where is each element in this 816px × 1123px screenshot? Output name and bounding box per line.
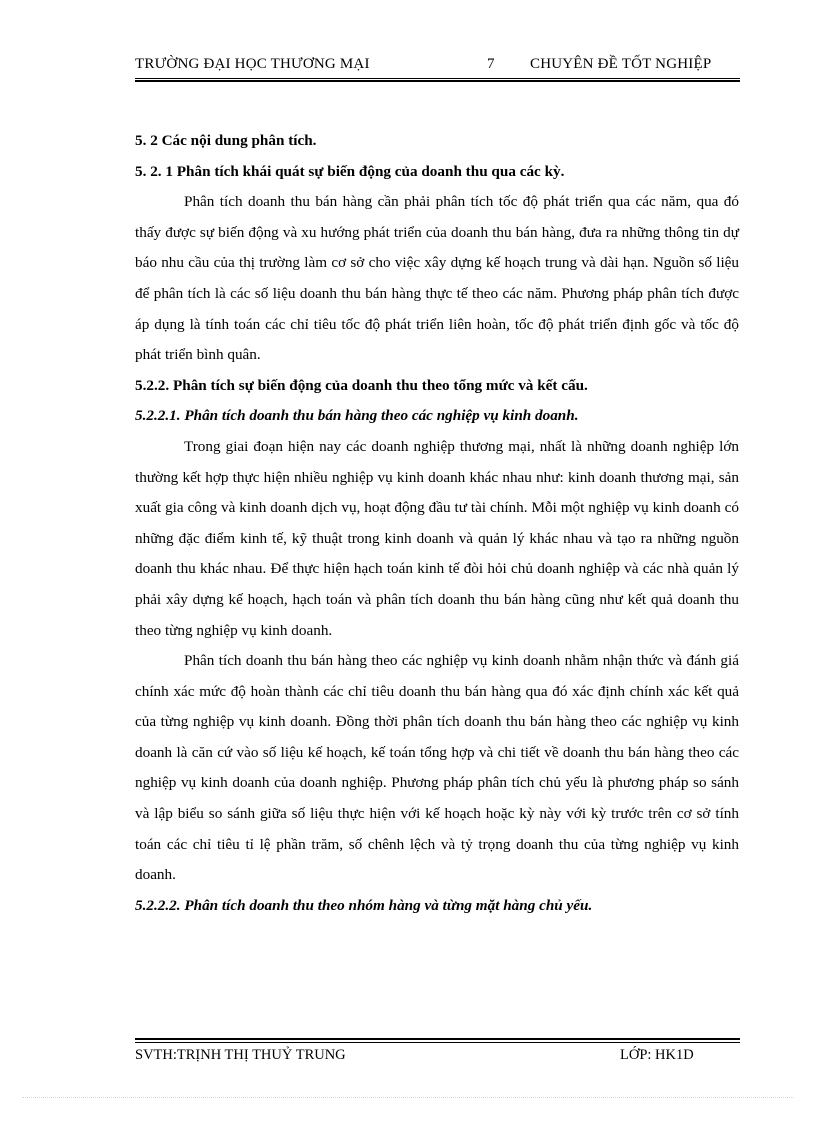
- paragraph-2: Trong giai đoạn hiện nay các doanh nghiệp thương mại, nhất là những doanh nghiệp lớn thường kết hợp thực hiện nhiều nghiệp vụ kinh doanh khác nhau như: kinh doanh thương mại, sản xuất gia công và kinh doanh dịch vụ, hoạt động đầu tư tài chính. Mỗi một nghiệp vụ kinh doanh có những đặc điểm kinh tế, kỹ thuật trong kinh doanh và quản lý khác nhau và tạo ra những nguồn doanh thu khác nhau. Để thực hiện hạch toán kinh tế đòi hỏi chủ doanh nghiệp và các nhà quản lý phải xây dựng kế hoạch, hạch toán và phân tích doanh thu bán hàng cũng như kết quả doanh thu theo từng nghiệp vụ kinh doanh.: [135, 437, 739, 639]
- header-rule-thick: [135, 80, 740, 82]
- paragraph-1: Phân tích doanh thu bán hàng cần phải phân tích tốc độ phát triển qua các năm, qua đó thấy được sự biến động và xu hướng phát triển của doanh thu bán hàng, đưa ra những thông tin dự báo nhu cầu của thị trường làm cơ sở cho việc xây dựng kế hoạch trung và dài hạn. Nguồn số liệu để phân tích là các số liệu doanh thu bán hàng thực tế theo các năm. Phương pháp phân tích được áp dụng là tính toán các chỉ tiêu tốc độ phát triển liên hoàn, tốc độ phát triển định gốc và tốc độ phát triển bình quân.: [135, 193, 739, 364]
- page-header: [135, 56, 740, 78]
- section-heading-5-2-2: 5.2.2. Phân tích sự biến động của doanh thu theo tổng mức và kết cấu.: [135, 376, 588, 394]
- page-bottom-divider: [22, 1097, 794, 1098]
- header-page-number: 7: [487, 56, 495, 72]
- header-school-name: TRƯỜNG ĐẠI HỌC THƯƠNG MẠI: [135, 56, 370, 72]
- header-rule-thin: [135, 78, 740, 79]
- document-body: [135, 126, 739, 921]
- paragraph-3: Phân tích doanh thu bán hàng theo các nghiệp vụ kinh doanh nhằm nhận thức và đánh giá chính xác mức độ hoàn thành các chỉ tiêu doanh thu bán hàng qua đó xác định chính xác kết quả của từng nghiệp vụ kinh doanh. Đồng thời phân tích doanh thu bán hàng theo các nghiệp vụ kinh doanh là căn cứ vào số liệu kế hoạch, kế toán tổng hợp và chi tiết về doanh thu bán hàng theo các nghiệp vụ kinh doanh của doanh nghiệp. Phương pháp phân tích chủ yếu là phương pháp so sánh và lập biểu so sánh giữa số liệu thực hiện với kế hoạch hoặc kỳ này với kỳ trước trên cơ sở tính toán các chỉ tiêu tỉ lệ phần trăm, số chênh lệch và tỷ trọng doanh thu của từng nghiệp vụ kinh doanh.: [135, 652, 739, 884]
- page-footer: [135, 1047, 740, 1067]
- footer-class: LỚP: HK1D: [620, 1047, 694, 1063]
- section-heading-5-2: 5. 2 Các nội dung phân tích.: [135, 132, 317, 149]
- section-heading-5-2-1: 5. 2. 1 Phân tích khái quát sự biến động của doanh thu qua các kỳ.: [135, 162, 565, 180]
- header-document-title: CHUYÊN ĐỀ TỐT NGHIỆP: [530, 56, 712, 72]
- section-heading-5-2-2-1: 5.2.2.1. Phân tích doanh thu bán hàng theo các nghiệp vụ kinh doanh.: [135, 407, 579, 425]
- footer-student-name: SVTH:TRỊNH THỊ THUỶ TRUNG: [135, 1047, 346, 1063]
- section-heading-5-2-2-2: 5.2.2.2. Phân tích doanh thu theo nhóm hàng và từng mặt hàng chủ yếu.: [135, 896, 593, 914]
- footer-rule-thin: [135, 1042, 740, 1043]
- footer-rule-thick: [135, 1038, 740, 1040]
